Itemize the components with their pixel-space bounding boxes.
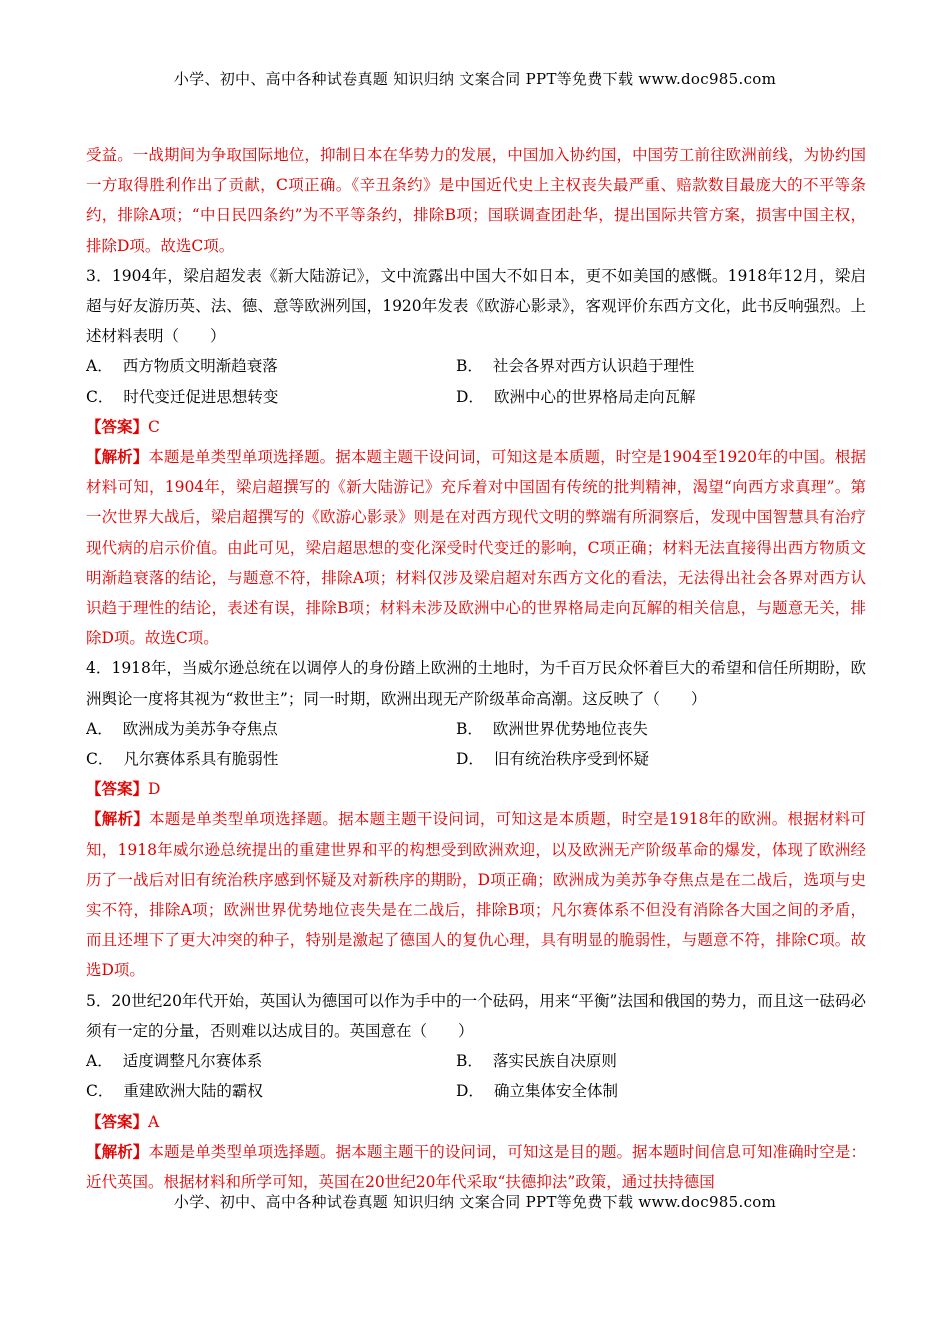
option-list — [86, 351, 866, 411]
option-b: B． 落实民族自决原则 — [456, 1052, 617, 1071]
option-d: D． 旧有统治秩序受到怀疑 — [456, 750, 649, 769]
option-list — [86, 1046, 866, 1106]
option-d: D． 欧洲中心的世界格局走向瓦解 — [456, 387, 696, 406]
analysis-label: 【解析】 — [86, 1141, 149, 1161]
answer-value: C — [148, 417, 160, 436]
document-body — [86, 140, 866, 1197]
option-b: B． 欧洲世界优势地位丧失 — [456, 719, 648, 738]
answer-label: 【答案】 — [86, 416, 149, 436]
analysis-paragraph — [86, 804, 866, 985]
analysis-label: 【解析】 — [86, 809, 150, 829]
question-stem: 4．1918年，当威尔逊总统在以调停人的身份踏上欧洲的土地时，为千百万民众怀着巨大的希望和信任所期盼，欧洲舆论一度将其视为“救世主”；同一时期，欧洲出现无产阶级革命高潮。这反映了（ ） — [86, 659, 866, 708]
answer-label: 【答案】 — [86, 779, 149, 799]
page-footer: 小学、初中、高中各种试卷真题 知识归纳 文案合同 PPT等免费下载 www.doc985.com — [173, 1193, 777, 1211]
answer-label: 【答案】 — [86, 1111, 149, 1131]
question-4 — [86, 653, 866, 985]
option-c: C． 凡尔赛体系具有脆弱性 — [86, 750, 279, 769]
answer-value: A — [148, 1112, 160, 1131]
option-a: A． 欧洲成为美苏争夺焦点 — [86, 719, 278, 738]
analysis-paragraph — [86, 1137, 866, 1197]
answer-value: D — [148, 780, 161, 799]
answer-line — [86, 774, 866, 804]
analysis-text: 本题是单类型单项选择题。据本题主题干设问词，可知这是本质题，时空是1918年的欧洲。根据材料可知，1918年威尔逊总统提出的重建世界和平的构想受到欧洲欢迎，以及欧洲无产阶级革命的爆发，体现了欧洲经历了一战后对旧有统治秩序感到怀疑及对新秩序的期盼，D项正确；欧洲成为美苏争夺焦点是在二战后，选项与史实不符，排除A项；欧洲世界优势地位丧失是在二战后，排除B项；凡尔赛体系不但没有消除各大国之间的矛盾，而且还埋下了更大冲突的种子，特别是激起了德国人的复仇心理，具有明显的脆弱性，与题意不符，排除C项。故选D项。 — [86, 810, 866, 980]
option-c: C． 重建欧洲大陆的霸权 — [86, 1082, 263, 1101]
question-5 — [86, 986, 866, 1197]
option-a: A． 适度调整凡尔赛体系 — [86, 1052, 263, 1071]
answer-line — [86, 1107, 866, 1137]
question-stem: 3．1904年，梁启超发表《新大陆游记》，文中流露出中国大不如日本，更不如美国的感慨。1918年12月，梁启超与好友游历英、法、德、意等欧洲列国，1920年发表《欧游心影录》，客观评价东西方文化，此书反响强烈。上述材料表明（ ） — [86, 266, 866, 346]
answer-line — [86, 412, 866, 442]
option-list — [86, 714, 866, 774]
option-c: C． 时代变迁促进思想转变 — [86, 387, 279, 406]
option-a: A． 西方物质文明渐趋衰落 — [86, 357, 278, 376]
analysis-paragraph — [86, 442, 866, 653]
option-b: B． 社会各界对西方认识趋于理性 — [456, 357, 695, 376]
option-d: D． 确立集体安全体制 — [456, 1082, 618, 1101]
question-stem: 5．20世纪20年代开始，英国认为德国可以作为手中的一个砝码，用来“平衡”法国和俄国的势力，而且这一砝码必须有一定的分量，否则难以达成目的。英国意在（ ） — [86, 991, 866, 1040]
analysis-text: 本题是单类型单项选择题。据本题主题干的设问词，可知这是目的题。据本题时间信息可知准确时空是：近代英国。根据材料和所学可知，英国在20世纪20年代采取“扶德抑法”政策，通过扶持德国 — [86, 1142, 866, 1191]
page-header: 小学、初中、高中各种试卷真题 知识归纳 文案合同 PPT等免费下载 www.doc985.com — [173, 70, 777, 88]
question-3 — [86, 261, 866, 654]
analysis-text: 本题是单类型单项选择题。据本题主题干设问词，可知这是本质题，时空是1904至1920年的中国。根据材料可知，1904年，梁启超撰写的《新大陆游记》充斥着对中国固有传统的批判精神，渴望“向西方求真理”。第一次世界大战后，梁启超撰写的《欧游心影录》则是在对西方现代文明的弊端有所洞察后，发现中国智慧具有治疗现代病的启示价值。由此可见，梁启超思想的变化深受时代变迁的影响，C项正确；材料无法直接得出西方物质文明渐趋衰落的结论，与题意不符，排除A项；材料仅涉及梁启超对东西方文化的看法，无法得出社会各界对西方认识趋于理性的结论，表述有误，排除B项；材料未涉及欧洲中心的世界格局走向瓦解的相关信息，与题意无关，排除D项。故选C项。 — [86, 448, 866, 648]
analysis-label: 【解析】 — [86, 447, 149, 467]
previous-analysis-continuation: 受益。一战期间为争取国际地位，抑制日本在华势力的发展，中国加入协约国，中国劳工前往欧洲前线，为协约国一方取得胜利作出了贡献，C项正确。《辛丑条约》是中国近代史上主权丧失最严重、赔款数目最庞大的不平等条约，排除A项；“中日民四条约”为不平等条约，排除B项；国联调查团赴华，提出国际共管方案，损害中国主权，排除D项。故选C项。 — [86, 146, 866, 255]
